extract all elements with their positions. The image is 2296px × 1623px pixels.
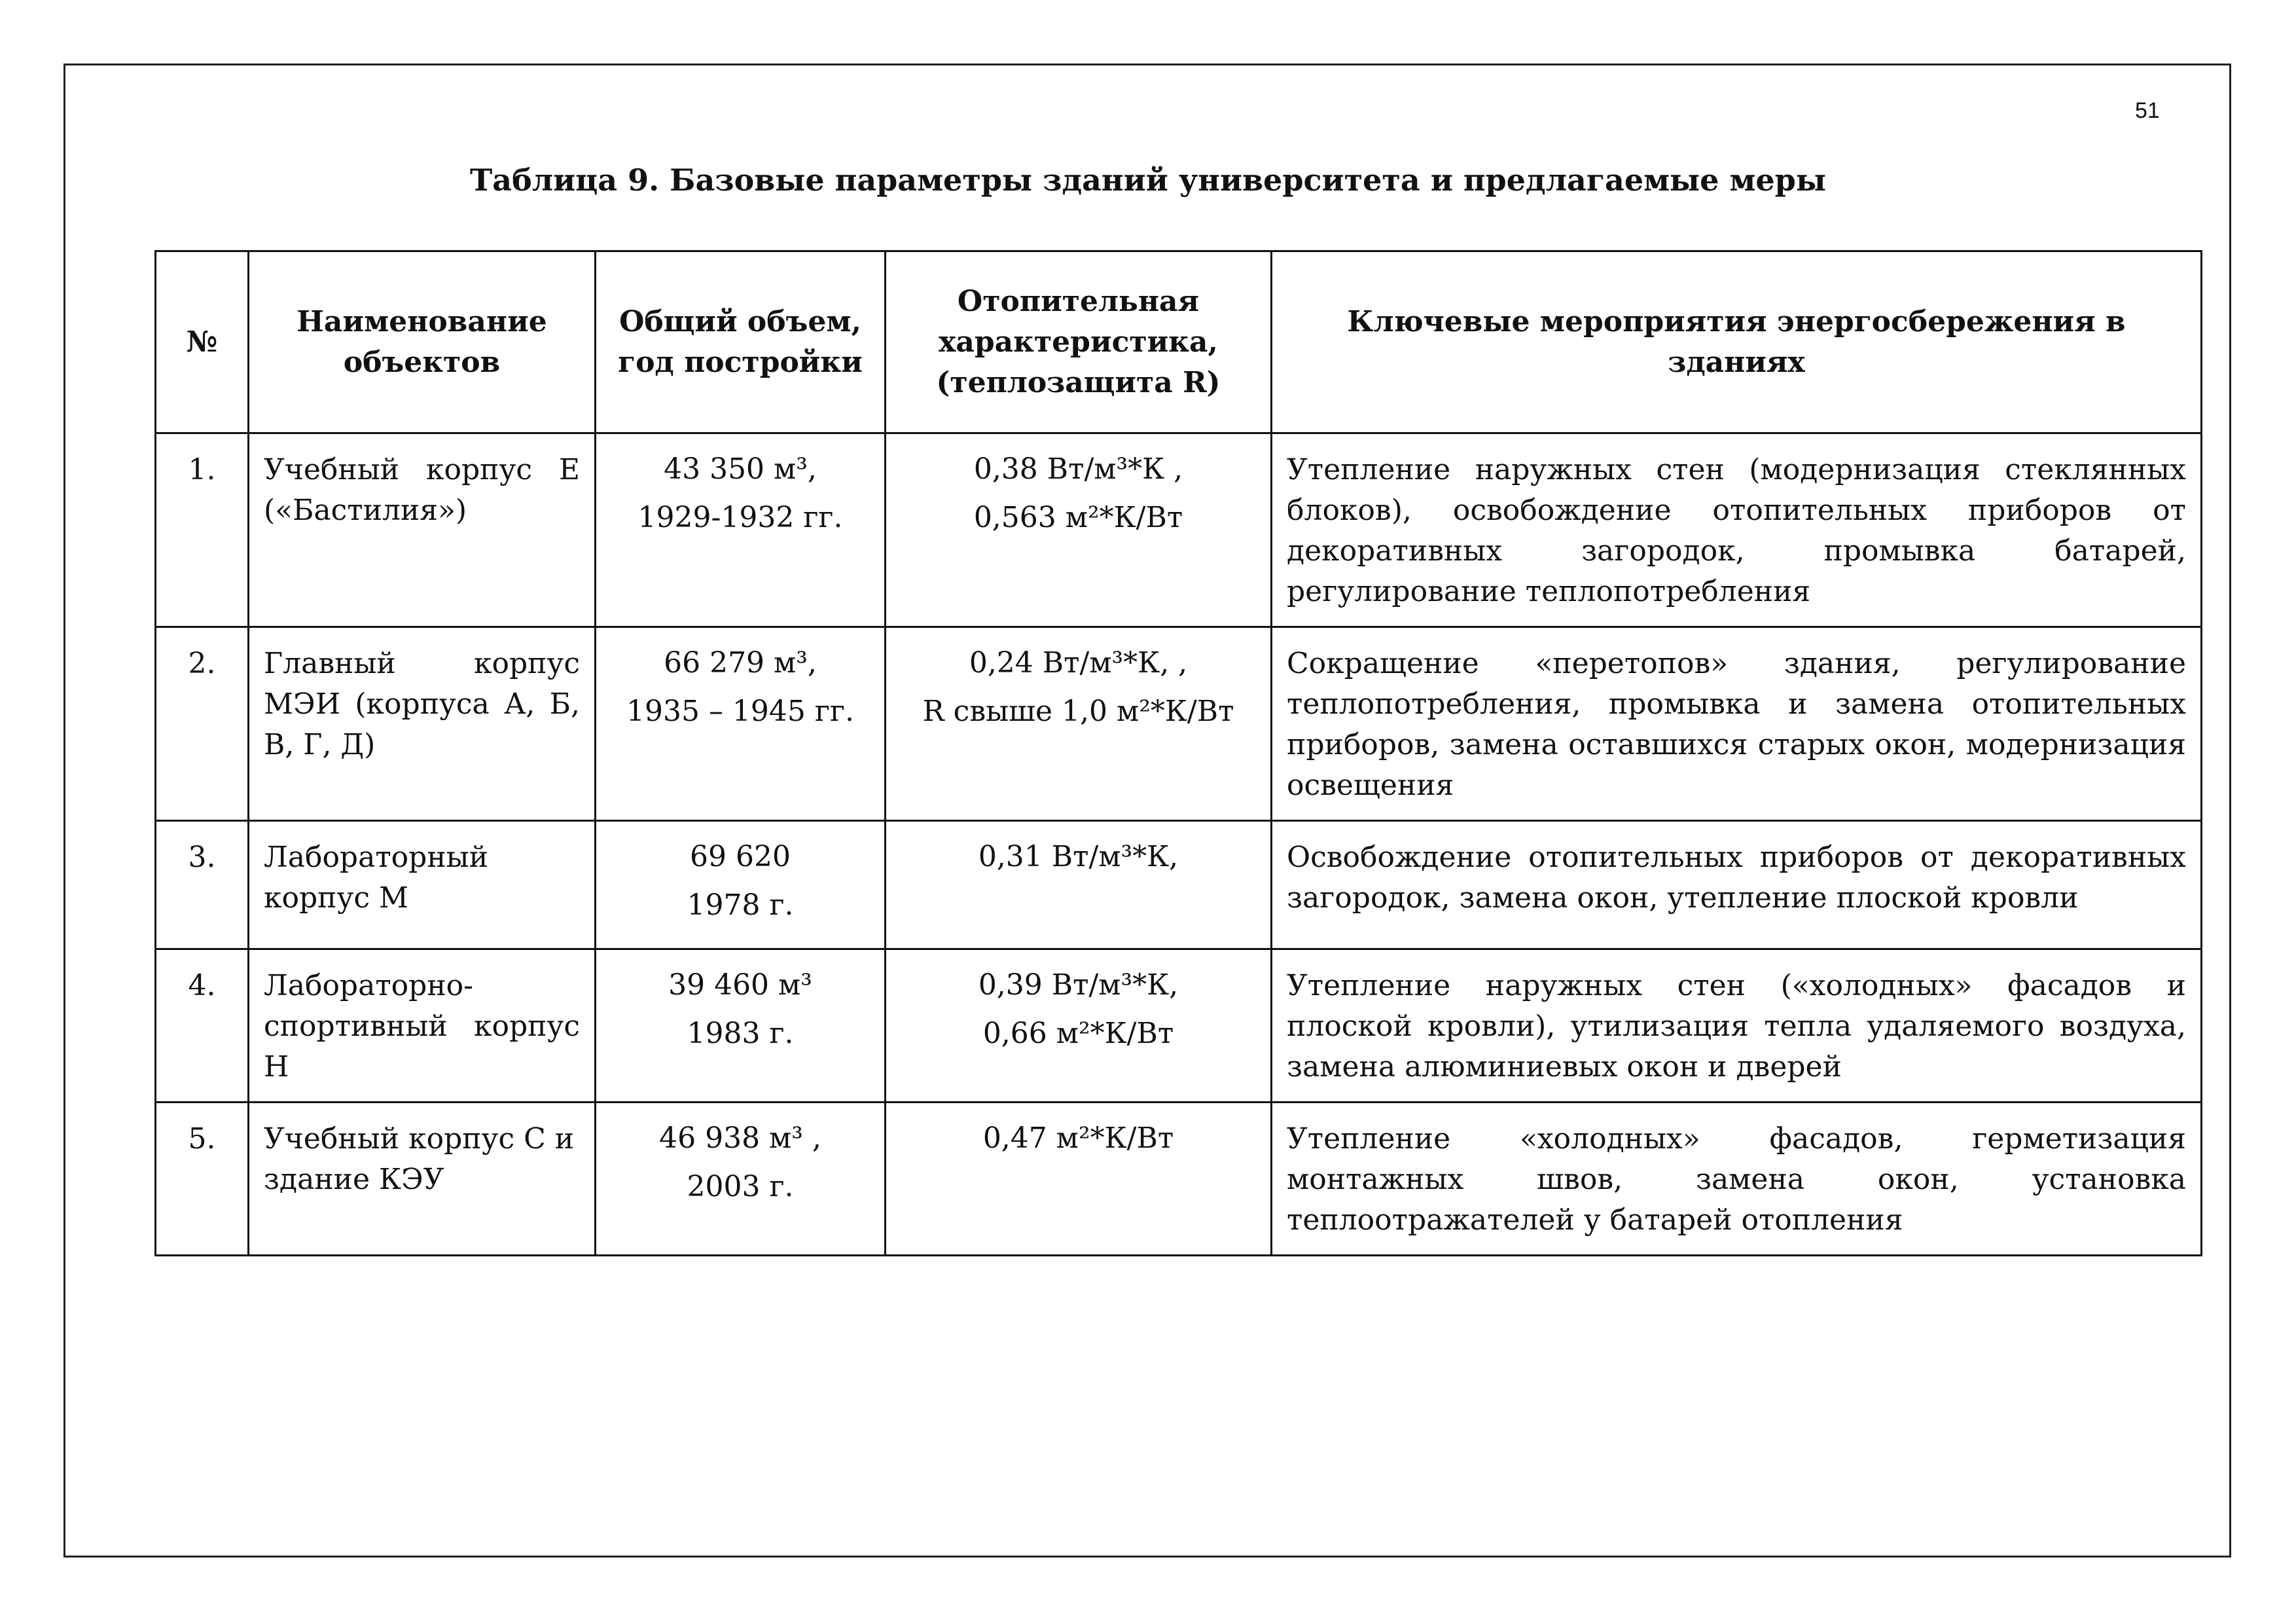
- building-name: Лабораторный корпус М: [249, 821, 596, 949]
- row-number: 3.: [156, 821, 249, 949]
- table-header-row: [156, 251, 2202, 433]
- volume-year-cell: [596, 1103, 886, 1256]
- heat-cell: [886, 433, 1272, 627]
- heat-cell: [886, 627, 1272, 821]
- building-volume: 69 620: [690, 840, 791, 873]
- row-number: 2.: [156, 627, 249, 821]
- heat-cell: [886, 949, 1272, 1103]
- building-year: 2003 г.: [687, 1170, 794, 1203]
- header-volume-year: Общий объем, год постройки: [596, 251, 886, 433]
- heat-cell: [886, 821, 1272, 949]
- volume-year-cell: [596, 627, 886, 821]
- building-volume: 46 938 м³ ,: [659, 1122, 821, 1155]
- header-name: Наименование объектов: [249, 251, 596, 433]
- building-name: Лабораторно-спортивный корпус Н: [249, 949, 596, 1103]
- building-year: 1978 г.: [687, 888, 794, 922]
- building-volume: 66 279 м³,: [664, 646, 817, 680]
- thermal-resistance: 0,563 м²*К/Вт: [973, 501, 1183, 534]
- building-year: 1935 – 1945 гг.: [626, 695, 854, 728]
- heat-characteristic: 0,38 Вт/м³*К ,: [973, 452, 1183, 486]
- table-caption: Таблица 9. Базовые параметры зданий университета и предлагаемые меры: [470, 162, 1826, 198]
- table-row: [156, 433, 2202, 627]
- measures: Утепление «холодных» фасадов, герметизация монтажных швов, замена окон, установка теплоотражателей у батарей отопления: [1272, 1103, 2202, 1256]
- table-row: [156, 627, 2202, 821]
- table-row: [156, 821, 2202, 949]
- measures: Утепление наружных стен («холодных» фасадов и плоской кровли), утилизация тепла удаляемого воздуха, замена алюминиевых окон и дверей: [1272, 949, 2202, 1103]
- heat-characteristic: 0,24 Вт/м³*К, ,: [969, 646, 1188, 680]
- header-measures: Ключевые мероприятия энергосбережения в зданиях: [1272, 251, 2202, 433]
- building-name: Главный корпус МЭИ (корпуса А, Б, В, Г, Д): [249, 627, 596, 821]
- building-year: 1983 г.: [687, 1017, 794, 1050]
- measures: Сокращение «перетопов» здания, регулирование теплопотребления, промывка и замена отопительных приборов, замена оставшихся старых окон, модернизация освещения: [1272, 627, 2202, 821]
- heat-characteristic: 0,47 м²*К/Вт: [982, 1122, 1174, 1155]
- building-name: Учебный корпус С и здание КЭУ: [249, 1103, 596, 1256]
- thermal-resistance: R свыше 1,0 м²*К/Вт: [922, 695, 1234, 728]
- thermal-resistance: 0,66 м²*К/Вт: [982, 1017, 1174, 1050]
- building-name: Учебный корпус Е («Бастилия»): [249, 433, 596, 627]
- heat-characteristic: 0,31 Вт/м³*К,: [978, 840, 1179, 873]
- volume-year-cell: [596, 821, 886, 949]
- row-number: 1.: [156, 433, 249, 627]
- heat-cell: [886, 1103, 1272, 1256]
- volume-year-cell: [596, 433, 886, 627]
- header-number: №: [156, 251, 249, 433]
- building-volume: 39 460 м³: [668, 968, 812, 1002]
- measures: Освобождение отопительных приборов от декоративных загородок, замена окон, утепление плоской кровли: [1272, 821, 2202, 949]
- buildings-table: [154, 250, 2202, 1256]
- header-heat-characteristic: Отопительная характеристика, (теплозащита R): [886, 251, 1272, 433]
- building-year: 1929-1932 гг.: [637, 501, 843, 534]
- table-row: [156, 949, 2202, 1103]
- row-number: 5.: [156, 1103, 249, 1256]
- building-volume: 43 350 м³,: [664, 452, 817, 486]
- page-number: 51: [2135, 98, 2160, 123]
- volume-year-cell: [596, 949, 886, 1103]
- measures: Утепление наружных стен (модернизация стеклянных блоков), освобождение отопительных приборов от декоративных загородок, промывка батарей, регулирование теплопотребления: [1272, 433, 2202, 627]
- heat-characteristic: 0,39 Вт/м³*К,: [978, 968, 1179, 1002]
- row-number: 4.: [156, 949, 249, 1103]
- table-row: [156, 1103, 2202, 1256]
